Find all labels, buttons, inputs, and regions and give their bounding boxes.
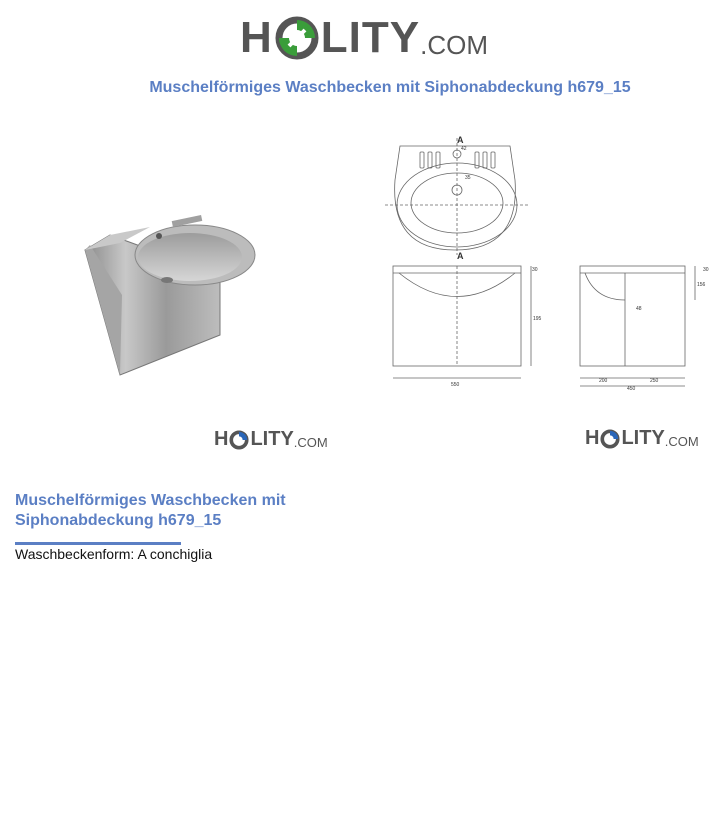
dim-250: 250 bbox=[650, 378, 659, 384]
logo-ring-icon bbox=[275, 16, 319, 60]
dim-30-front: 30 bbox=[532, 267, 538, 273]
technical-drawing bbox=[385, 130, 720, 395]
attribute-value: A conchiglia bbox=[137, 546, 213, 562]
brand-logo-header[interactable] bbox=[240, 12, 488, 64]
logo-letters: LITY bbox=[320, 13, 421, 62]
logo-letters: LITY bbox=[250, 428, 294, 450]
attribute-label: Waschbeckenform bbox=[15, 546, 131, 562]
logo-suffix: .COM bbox=[293, 435, 328, 450]
brand-logo-photo bbox=[214, 428, 328, 451]
dim-550: 550 bbox=[451, 382, 460, 388]
logo-letter-h: H bbox=[240, 13, 273, 62]
section-marker-bottom: A bbox=[457, 251, 464, 261]
dim-35: 35 bbox=[465, 175, 471, 181]
dim-42: 42 bbox=[461, 146, 467, 152]
logo-letter-h: H bbox=[585, 427, 600, 449]
dim-48: 48 bbox=[636, 306, 642, 312]
dim-195: 195 bbox=[533, 316, 542, 322]
product-photo bbox=[80, 205, 260, 385]
logo-suffix: .COM bbox=[420, 29, 488, 60]
logo-letters: LITY bbox=[621, 427, 665, 449]
logo-ring-icon bbox=[229, 430, 249, 450]
product-attribute: Waschbeckenform: A conchiglia bbox=[15, 546, 213, 562]
logo-letter-h: H bbox=[214, 428, 229, 450]
section-marker-top: A bbox=[457, 135, 464, 145]
logo-ring-icon bbox=[600, 429, 620, 449]
dim-450: 450 bbox=[627, 386, 636, 392]
dim-30-side: 30 bbox=[703, 267, 709, 273]
page-title: Muschelförmiges Waschbecken mit Siphonabdeckung h679_15 bbox=[149, 79, 631, 96]
product-title: Muschelförmiges Waschbecken mit Siphonabdeckung h679_15 bbox=[15, 492, 286, 529]
dim-156: 156 bbox=[697, 282, 706, 288]
logo-suffix: .COM bbox=[664, 434, 699, 449]
dim-200: 200 bbox=[599, 378, 608, 384]
brand-logo-drawing bbox=[585, 427, 699, 450]
title-underline bbox=[15, 542, 181, 545]
